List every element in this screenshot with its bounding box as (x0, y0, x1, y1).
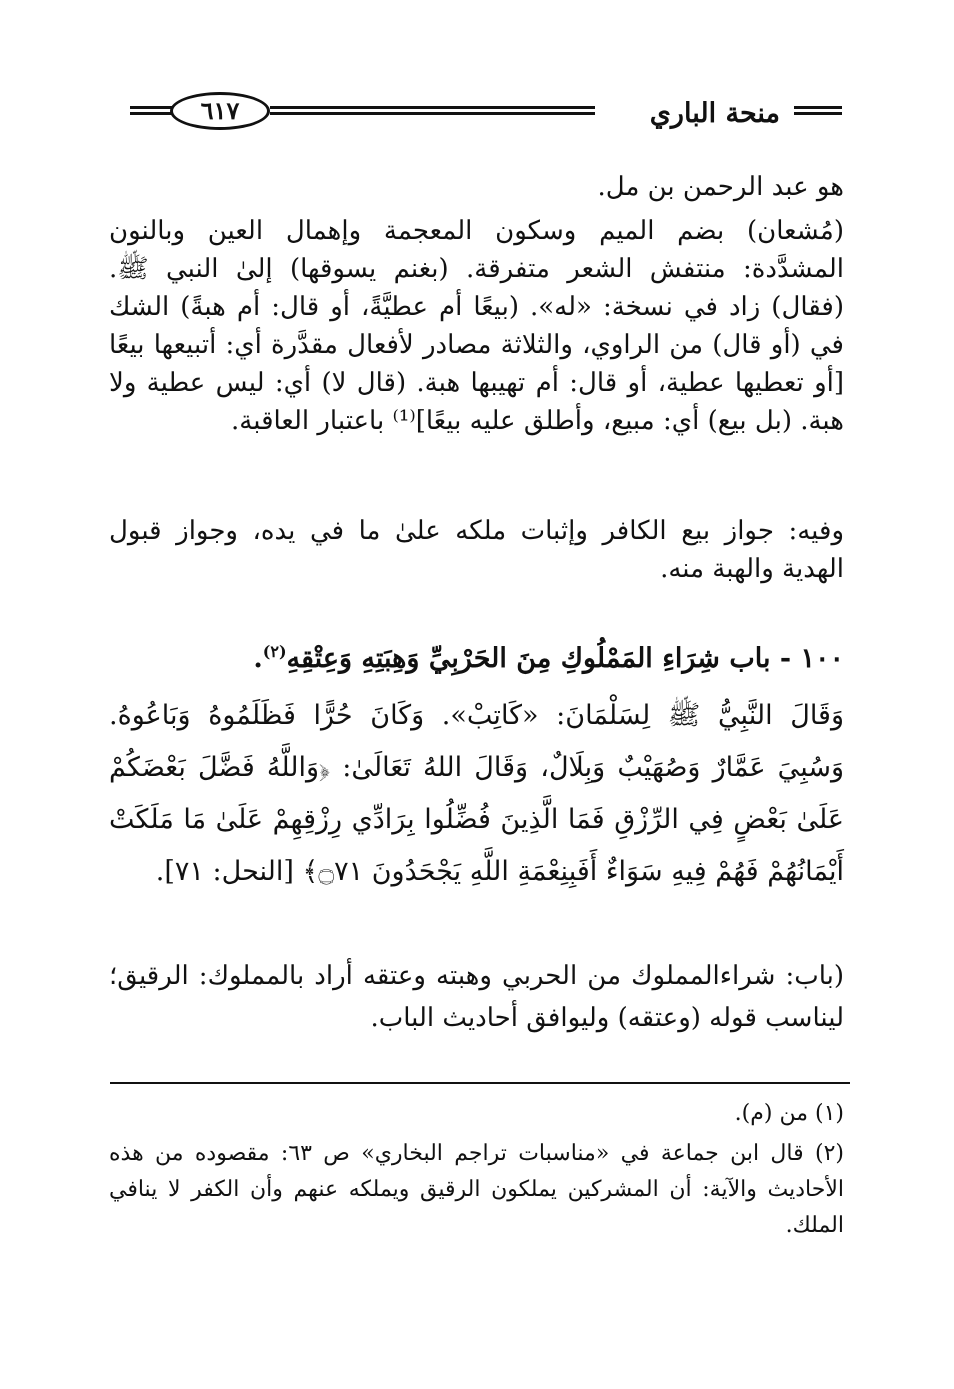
header-rule (270, 106, 595, 115)
page-number: ٦١٧ (170, 92, 270, 130)
footnotes (109, 1096, 844, 1248)
header-dash (794, 106, 842, 115)
paragraph-4: (باب: شراءالمملوك من الحربي وهبته وعتقه أراد بالمملوك: الرقيق؛ ليناسب قوله (وعتقه) وليوافق أحاديث الباب. (109, 961, 844, 1033)
running-header (130, 92, 842, 136)
footnote-rule (110, 1082, 850, 1084)
footnote-2 (109, 1136, 844, 1244)
chapter-footnote-mark: (٢) (262, 642, 287, 661)
header-left-rule (130, 106, 172, 115)
paragraph-3: وفيه: جواز بيع الكافر وإثبات ملكه علىٰ ما في يده، وجواز قبول الهدية والهبة منه. (109, 516, 844, 584)
footnote-2-text: قال ابن جماعة في «مناسبات تراجم البخاري» ص ٦٣: مقصوده من هذه الأحاديث والآية: أن المشركين يملكون الرقيق ويملكه عنهم وأن الكفر لا ينافي الملك. (109, 1141, 844, 1238)
paragraph-1: هو عبد الرحمن بن مل. (597, 172, 844, 202)
paragraph-2: (مُشعان) بضم الميم وسكون المعجمة وإهمال العين وبالنون المشدَّدة: منتفش الشعر متفرقة. (بغنم يسوقها) إلىٰ النبي ﷺ. (فقال) زاد في نسخة: «له». (بيعًا أم عطيَّةً، أو قال: أم هبةً) الشك في (أو قال) من الراوي، والثلاثة مصادر لأفعال مقدَّرة أي: أتبيعها بيعًا [أو تعطيها عطية، أو قال: أم تهيبها هبة. (قال لا) أي: ليس عطية ولا هبة. (بل بيع) أي: مبيع، وأطلق عليه بيعًا]⁽¹⁾ باعتبار العاقبة. (109, 216, 844, 436)
footnote-1-text: من (م). (734, 1101, 808, 1126)
running-title: منحة الباري (649, 98, 780, 129)
chapter-title: ١٠٠ - باب شِرَاءِ المَمْلُوكِ مِنَ الحَرْبِيِّ وَهِبَتِهِ وَعِتْقِهِ (286, 643, 844, 674)
chapter-heading: ١٠٠ - باب شِرَاءِ المَمْلُوكِ مِنَ الحَرْبِيِّ وَهِبَتِهِ وَعِتْقِهِ$^{(٢)}$. (253, 642, 844, 674)
footnote-1-mark: (١) (814, 1101, 844, 1126)
footnote-1 (109, 1096, 844, 1132)
footnote-2-mark: (٢) (814, 1141, 844, 1166)
hadith-quote: وَقَالَ النَّبِيُّ ﷺ لِسَلْمَانَ: «كَاتِبْ». وَكَانَ حُرًّا فَظَلَمُوهُ وَبَاعُوهُ. وَسُبِيَ عَمَّارٌ وَصُهَيْبٌ وَبِلَالٌ، وَقَالَ اللهُ تَعَالَىٰ: ﴿وَاللَّهُ فَضَّلَ بَعْضَكُمْ عَلَىٰ بَعْضٍ فِي الرِّزْقِ فَمَا الَّذِينَ فُضِّلُوا بِرَادِّي رِزْقِهِمْ عَلَىٰ مَا مَلَكَتْ أَيْمَانُهُمْ فَهُمْ فِيهِ سَوَاءٌ أَفَبِنِعْمَةِ اللَّهِ يَجْحَدُونَ ۝٧١﴾ [النحل: ٧١]. (109, 700, 844, 887)
